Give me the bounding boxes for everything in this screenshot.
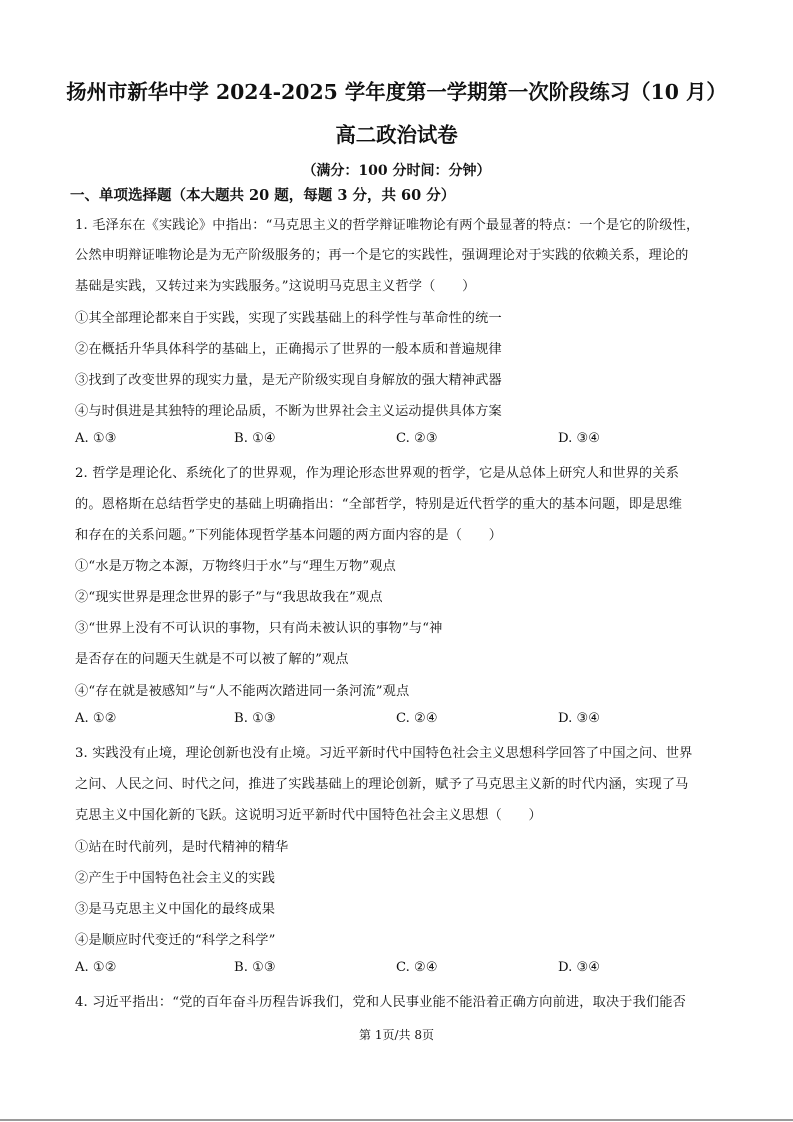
page-number: 第 1页/共 8页: [359, 1028, 434, 1042]
q1-item-2: ②在概括升华具体科学的基础上，正确揭示了世界的一般本质和普遍规律: [75, 342, 502, 357]
q2-item-3: ③“世界上没有不可认识的事物，只有尚未被认识的事物”与“神: [75, 621, 443, 636]
q2-item-2: ②“现实世界是理念世界的影子”与“我思故我在”观点: [75, 590, 383, 605]
q1-option-c: C. ②③: [396, 431, 438, 446]
q3-option-d: D. ③④: [558, 960, 601, 975]
q2-item-1: ①“水是万物之本源，万物终归于水”与“理生万物”观点: [75, 559, 396, 574]
q1-option-b: B. ①④: [234, 431, 276, 446]
q3-item-2: ②产生于中国特色社会主义的实践: [75, 871, 276, 886]
q4-stem-line-1: 4. 习近平指出：“党的百年奋斗历程告诉我们，党和人民事业能不能沿着正确方向前进，取决于我们能否: [75, 995, 686, 1010]
exam-subject-title: 高二政治试卷: [335, 123, 458, 147]
q3-option-b: B. ①③: [234, 960, 276, 975]
q3-item-1: ①站在时代前列，是时代精神的精华: [75, 840, 289, 855]
q1-option-a: A. ①③: [75, 431, 117, 446]
q1-item-3: ③找到了改变世界的现实力量，是无产阶级实现自身解放的强大精神武器: [75, 373, 502, 388]
q2-option-d: D. ③④: [558, 711, 601, 726]
q1-stem-line-1: 1. 毛泽东在《实践论》中指出：“马克思主义的哲学辩证唯物论有两个最显著的特点：一个是它的阶级性，: [75, 218, 700, 233]
q2-item-3-cont: 是否存在的问题天生就是不可以被了解的”观点: [75, 652, 349, 667]
score-time-note: （满分：100 分时间：分钟）: [302, 163, 491, 179]
q2-stem-line-1: 2. 哲学是理论化、系统化了的世界观，作为理论形态世界观的哲学，它是从总体上研究人和世界的关系: [75, 466, 680, 481]
q1-item-4: ④与时俱进是其独特的理论品质，不断为世界社会主义运动提供具体方案: [75, 404, 502, 419]
q2-stem-line-2: 的。恩格斯在总结哲学史的基础上明确指出：“全部哲学，特别是近代哲学的重大的基本问题，即是思维: [75, 497, 683, 512]
q3-item-4: ④是顺应时代变迁的“科学之科学”: [75, 933, 276, 948]
bottom-rule: [0, 1119, 793, 1121]
q3-stem-line-2: 之问、人民之问、时代之问，推进了实践基础上的理论创新，赋予了马克思主义新的时代内涵，实现了马: [75, 777, 689, 792]
exam-title: 扬州市新华中学 2024-2025 学年度第一学期第一次阶段练习（10 月）: [66, 80, 727, 104]
q1-stem-line-3: 基础是实践，又转过来为实践服务。”这说明马克思主义哲学（ ）: [75, 279, 476, 294]
q2-option-b: B. ①③: [234, 711, 276, 726]
q2-option-c: C. ②④: [396, 711, 438, 726]
q3-stem-line-3: 克思主义中国化新的飞跃。这说明习近平新时代中国特色社会主义思想（ ）: [75, 808, 542, 823]
q2-option-a: A. ①②: [75, 711, 117, 726]
q2-stem-line-3: 和存在的关系问题。”下列能体现哲学基本问题的两方面内容的是（ ）: [75, 528, 503, 543]
q2-item-4: ④“存在就是被感知”与“人不能两次踏进同一条河流”观点: [75, 684, 410, 699]
q3-option-a: A. ①②: [75, 960, 117, 975]
q1-stem-line-2: 公然申明辩证唯物论是为无产阶级服务的；再一个是它的实践性，强调理论对于实践的依赖关系，理论的: [75, 248, 689, 263]
q3-option-c: C. ②④: [396, 960, 438, 975]
q3-item-3: ③是马克思主义中国化的最终成果: [75, 902, 276, 917]
q1-option-d: D. ③④: [558, 431, 601, 446]
q3-stem-line-1: 3. 实践没有止境，理论创新也没有止境。习近平新时代中国特色社会主义思想科学回答了中国之问、世界: [75, 746, 693, 761]
q1-item-1: ①其全部理论都来自于实践，实现了实践基础上的科学性与革命性的统一: [75, 311, 502, 326]
section-heading: 一、单项选择题（本大题共 20 题，每题 3 分，共 60 分）: [70, 187, 456, 204]
